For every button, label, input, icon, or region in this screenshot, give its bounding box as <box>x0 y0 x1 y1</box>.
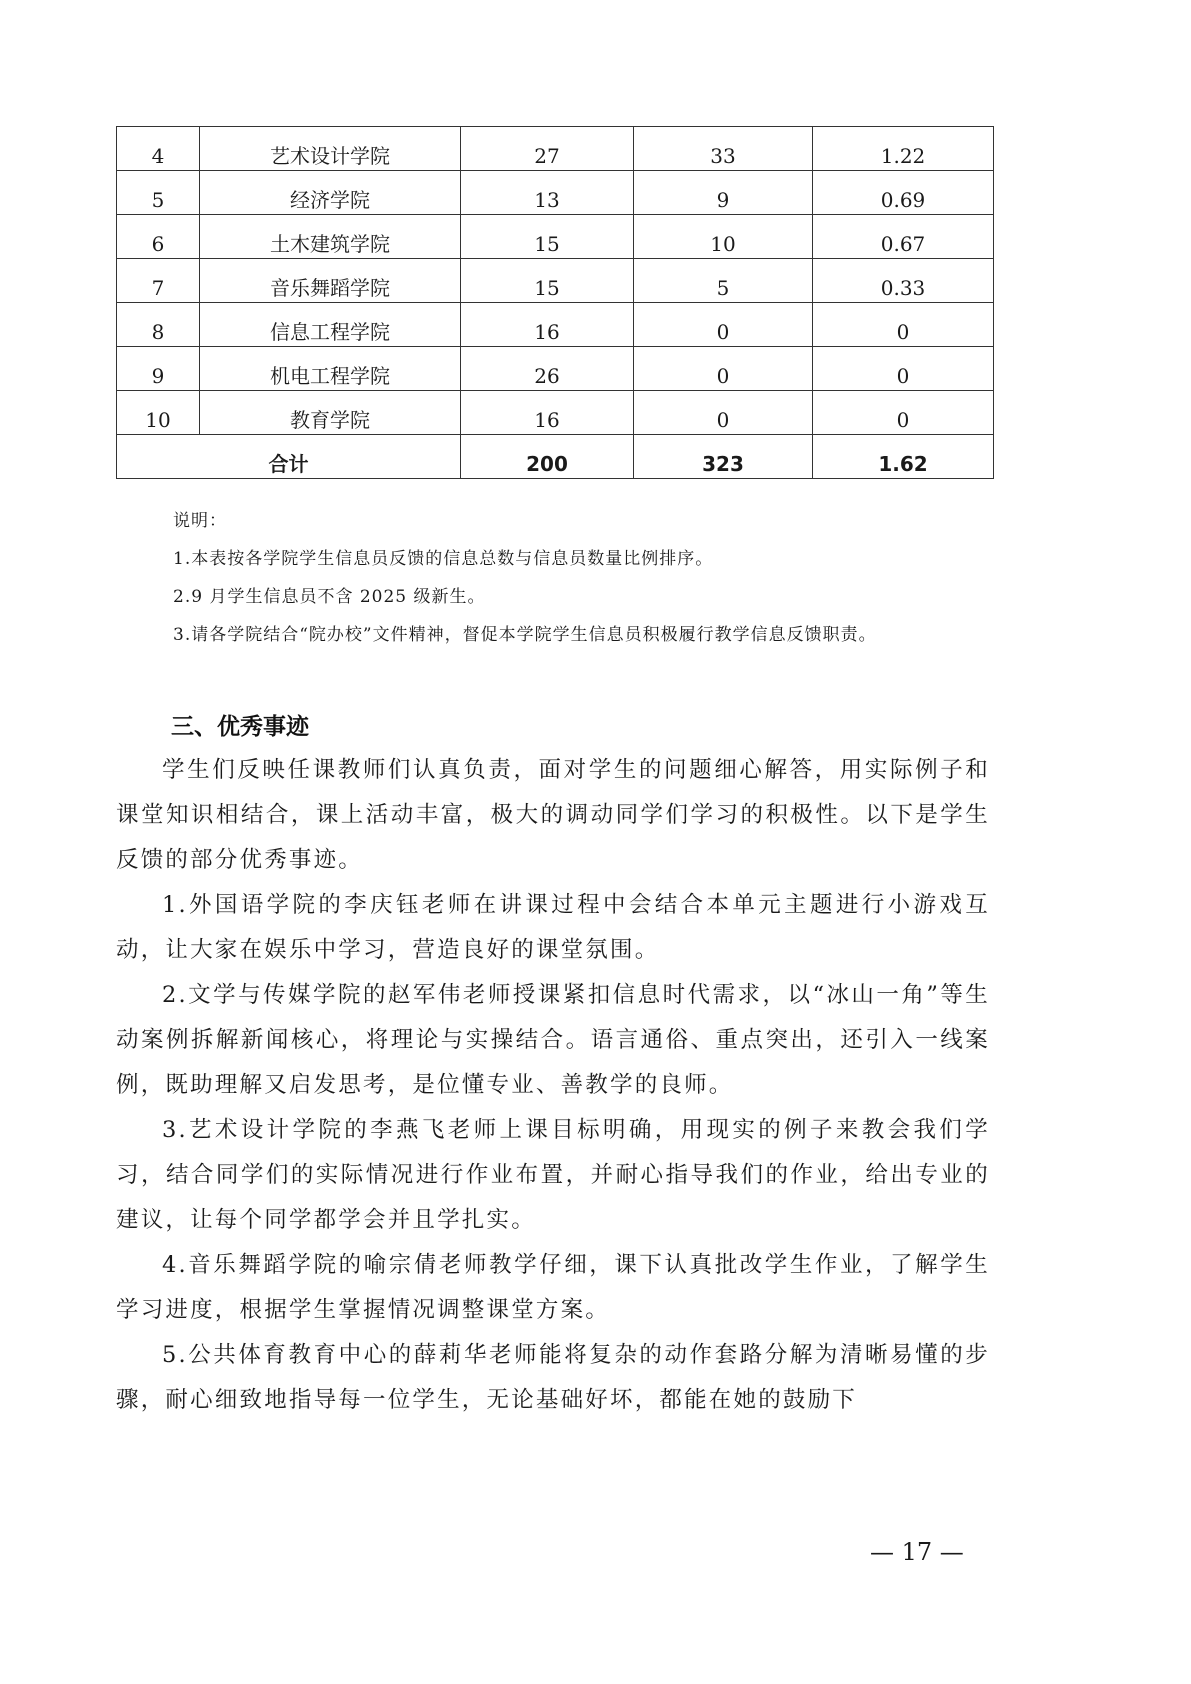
college-cell: 音乐舞蹈学院 <box>200 259 461 303</box>
rank-cell: 6 <box>117 215 200 259</box>
table-body <box>117 127 994 479</box>
table-row <box>117 391 994 435</box>
feedback-cell: 33 <box>634 127 813 171</box>
college-cell: 信息工程学院 <box>200 303 461 347</box>
page-number: — 17 — <box>870 1538 964 1566</box>
rank-cell: 4 <box>117 127 200 171</box>
ratio-cell: 0 <box>813 391 994 435</box>
table-row <box>117 303 994 347</box>
informants-cell: 26 <box>461 347 634 391</box>
paragraph: 2.文学与传媒学院的赵军伟老师授课紧扣信息时代需求，以“冰山一角”等生动案例拆解新闻核心，将理论与实操结合。语言通俗、重点突出，还引入一线案例，既助理解又启发思考，是位懂专业、善教学的良师。 <box>116 982 990 1098</box>
note-item: 2.9 月学生信息员不含 2025 级新生。 <box>173 587 486 607</box>
ratio-cell: 0.67 <box>813 215 994 259</box>
total-feedback: 323 <box>634 435 813 479</box>
table-row <box>117 171 994 215</box>
ratio-cell: 0 <box>813 303 994 347</box>
section-title: 三、优秀事迹 <box>171 714 309 740</box>
rank-cell: 8 <box>117 303 200 347</box>
table-row <box>117 127 994 171</box>
feedback-cell: 10 <box>634 215 813 259</box>
ratio-cell: 0.33 <box>813 259 994 303</box>
ratio-cell: 0 <box>813 347 994 391</box>
table-row <box>117 347 994 391</box>
college-cell: 土木建筑学院 <box>200 215 461 259</box>
informants-cell: 16 <box>461 391 634 435</box>
paragraph: 1.外国语学院的李庆钰老师在讲课过程中会结合本单元主题进行小游戏互动，让大家在娱乐中学习，营造良好的课堂氛围。 <box>116 892 990 963</box>
rank-cell: 7 <box>117 259 200 303</box>
table-row <box>117 259 994 303</box>
table-row <box>117 215 994 259</box>
college-cell: 教育学院 <box>200 391 461 435</box>
informants-cell: 16 <box>461 303 634 347</box>
rank-cell: 10 <box>117 391 200 435</box>
feedback-cell: 5 <box>634 259 813 303</box>
note-item: 1.本表按各学院学生信息员反馈的信息总数与信息员数量比例排序。 <box>173 549 714 569</box>
ratio-cell: 0.69 <box>813 171 994 215</box>
paragraph: 3.艺术设计学院的李燕飞老师上课目标明确，用现实的例子来教会我们学习，结合同学们的实际情况进行作业布置，并耐心指导我们的作业，给出专业的建议，让每个同学都学会并且学扎实。 <box>116 1117 990 1233</box>
total-row <box>117 435 994 479</box>
college-feedback-table <box>116 126 994 479</box>
college-cell: 艺术设计学院 <box>200 127 461 171</box>
paragraph: 学生们反映任课教师们认真负责，面对学生的问题细心解答，用实际例子和课堂知识相结合，课上活动丰富，极大的调动同学们学习的积极性。以下是学生反馈的部分优秀事迹。 <box>116 757 990 873</box>
informants-cell: 13 <box>461 171 634 215</box>
feedback-cell: 9 <box>634 171 813 215</box>
table-notes <box>116 502 996 654</box>
note-item: 3.请各学院结合“院办校”文件精神，督促本学院学生信息员积极履行教学信息反馈职责。 <box>173 625 877 645</box>
total-ratio: 1.62 <box>813 435 994 479</box>
college-cell: 经济学院 <box>200 171 461 215</box>
rank-cell: 5 <box>117 171 200 215</box>
notes-heading: 说明： <box>173 511 227 531</box>
college-cell: 机电工程学院 <box>200 347 461 391</box>
ratio-cell: 1.22 <box>813 127 994 171</box>
paragraph: 5.公共体育教育中心的薛莉华老师能将复杂的动作套路分解为清晰易懂的步骤，耐心细致地指导每一位学生，无论基础好坏，都能在她的鼓励下 <box>116 1342 990 1413</box>
feedback-cell: 0 <box>634 303 813 347</box>
paragraph: 4.音乐舞蹈学院的喻宗倩老师教学仔细，课下认真批改学生作业，了解学生学习进度，根据学生掌握情况调整课堂方案。 <box>116 1252 990 1323</box>
informants-cell: 15 <box>461 215 634 259</box>
rank-cell: 9 <box>117 347 200 391</box>
feedback-cell: 0 <box>634 347 813 391</box>
feedback-cell: 0 <box>634 391 813 435</box>
informants-cell: 27 <box>461 127 634 171</box>
informants-cell: 15 <box>461 259 634 303</box>
total-informants: 200 <box>461 435 634 479</box>
total-label: 合计 <box>117 435 461 479</box>
section-body <box>116 748 990 1423</box>
